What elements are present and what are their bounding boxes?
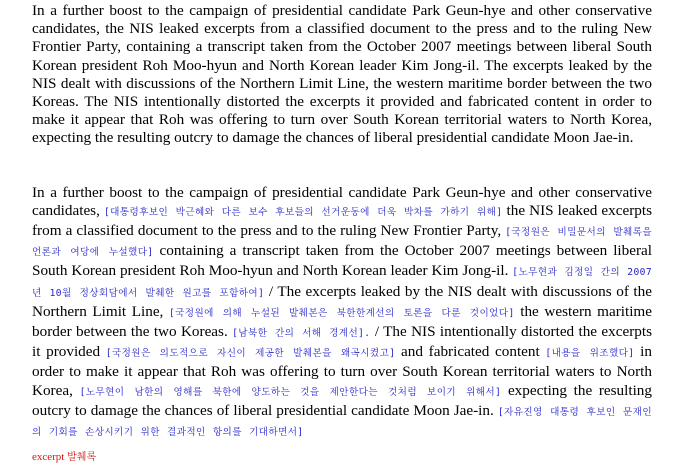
note-english: excerpt: [32, 451, 65, 463]
segment-text: expecting the resulting outcry to damage the chances of liberal presidential candidate Moon Jae-in.: [32, 381, 652, 419]
segment-text: the western maritime border between the two Koreas.: [32, 302, 652, 341]
korean-gloss: [대통령후보인 박근혜와 다른 보수 후보들의 선거운동에 더욱 박차를 가하기 위해]: [103, 206, 503, 218]
korean-gloss: [남북한 간의 서해 경계선].: [232, 328, 371, 340]
segment-text: / The excerpts leaked by the NIS dealt with discussions of the Northern Limit Line,: [32, 282, 652, 320]
segment-text: in order to make it appear that Roh was offering to turn over South Korean territorial waters to North Korea,: [32, 343, 652, 399]
korean-gloss: [국정원은 비밀문서의 발췌록을 언론과 여당에 누설했다]: [32, 227, 652, 259]
korean-gloss: [국정원은 의도적으로 자신이 제공한 발췌본을 왜곡시켰고]: [105, 348, 396, 360]
annotated-paragraph: [32, 184, 652, 443]
segment-text: containing a transcript taken from the October 2007 meetings between liberal South Korean president Roh Moo-hyun and North Korean leader Kim Jong-il.: [32, 242, 653, 280]
segment-text: In a further boost to the campaign of presidential candidate Park Geun-hye and other conservative candidates,: [32, 183, 652, 219]
vocabulary-note: [32, 451, 96, 464]
segment-text: and fabricated content: [395, 343, 546, 361]
korean-gloss: [노무현과 김정일 간의 2007년 10월 정상회담에서 발췌한 원고를 포함하여]: [32, 267, 653, 299]
korean-gloss: [노무현이 남한의 영해를 북한에 양도하는 것을 제안한다는 것처럼 보이기 위해서]: [79, 386, 502, 398]
korean-gloss: [내용을 위조했다]: [545, 348, 635, 360]
segment-text: / The NIS intentionally distorted the excerpts it provided: [32, 323, 652, 361]
original-paragraph: In a further boost to the campaign of presidential candidate Park Geun-hye and other conservative candidates, the NIS leaked excerpts from a classified document to the press and to the ruling New Frontier Party, containing a transcript taken from the October 2007 meetings between liberal South Korean president Roh Moo-hyun and North Korean leader Kim Jong-il. The excerpts leaked by the NIS dealt with discussions of the Northern Limit Line, the western maritime border between the two Koreas. The NIS intentionally distorted the excerpts it provided and fabricated content in order to make it appear that Roh was offering to turn over South Korean territorial waters to North Korea, expecting the resulting outcry to damage the chances of liberal presidential candidate Moon Jae-in.: [32, 2, 652, 147]
segment-text: the NIS leaked excerpts from a classified document to the press and to the ruling New Frontier Party,: [32, 201, 652, 240]
korean-gloss: [국정원에 의해 누설된 발췌본은 북한한계선의 토론을 다룬 것이었다]: [168, 307, 515, 319]
document-page: [32, 2, 652, 442]
korean-gloss: [자유진영 대통령 후보인 문재인의 기회를 손상시키기 위한 결과적인 항의를 기대하면서]: [32, 406, 652, 439]
note-korean: 발췌록: [67, 452, 97, 463]
